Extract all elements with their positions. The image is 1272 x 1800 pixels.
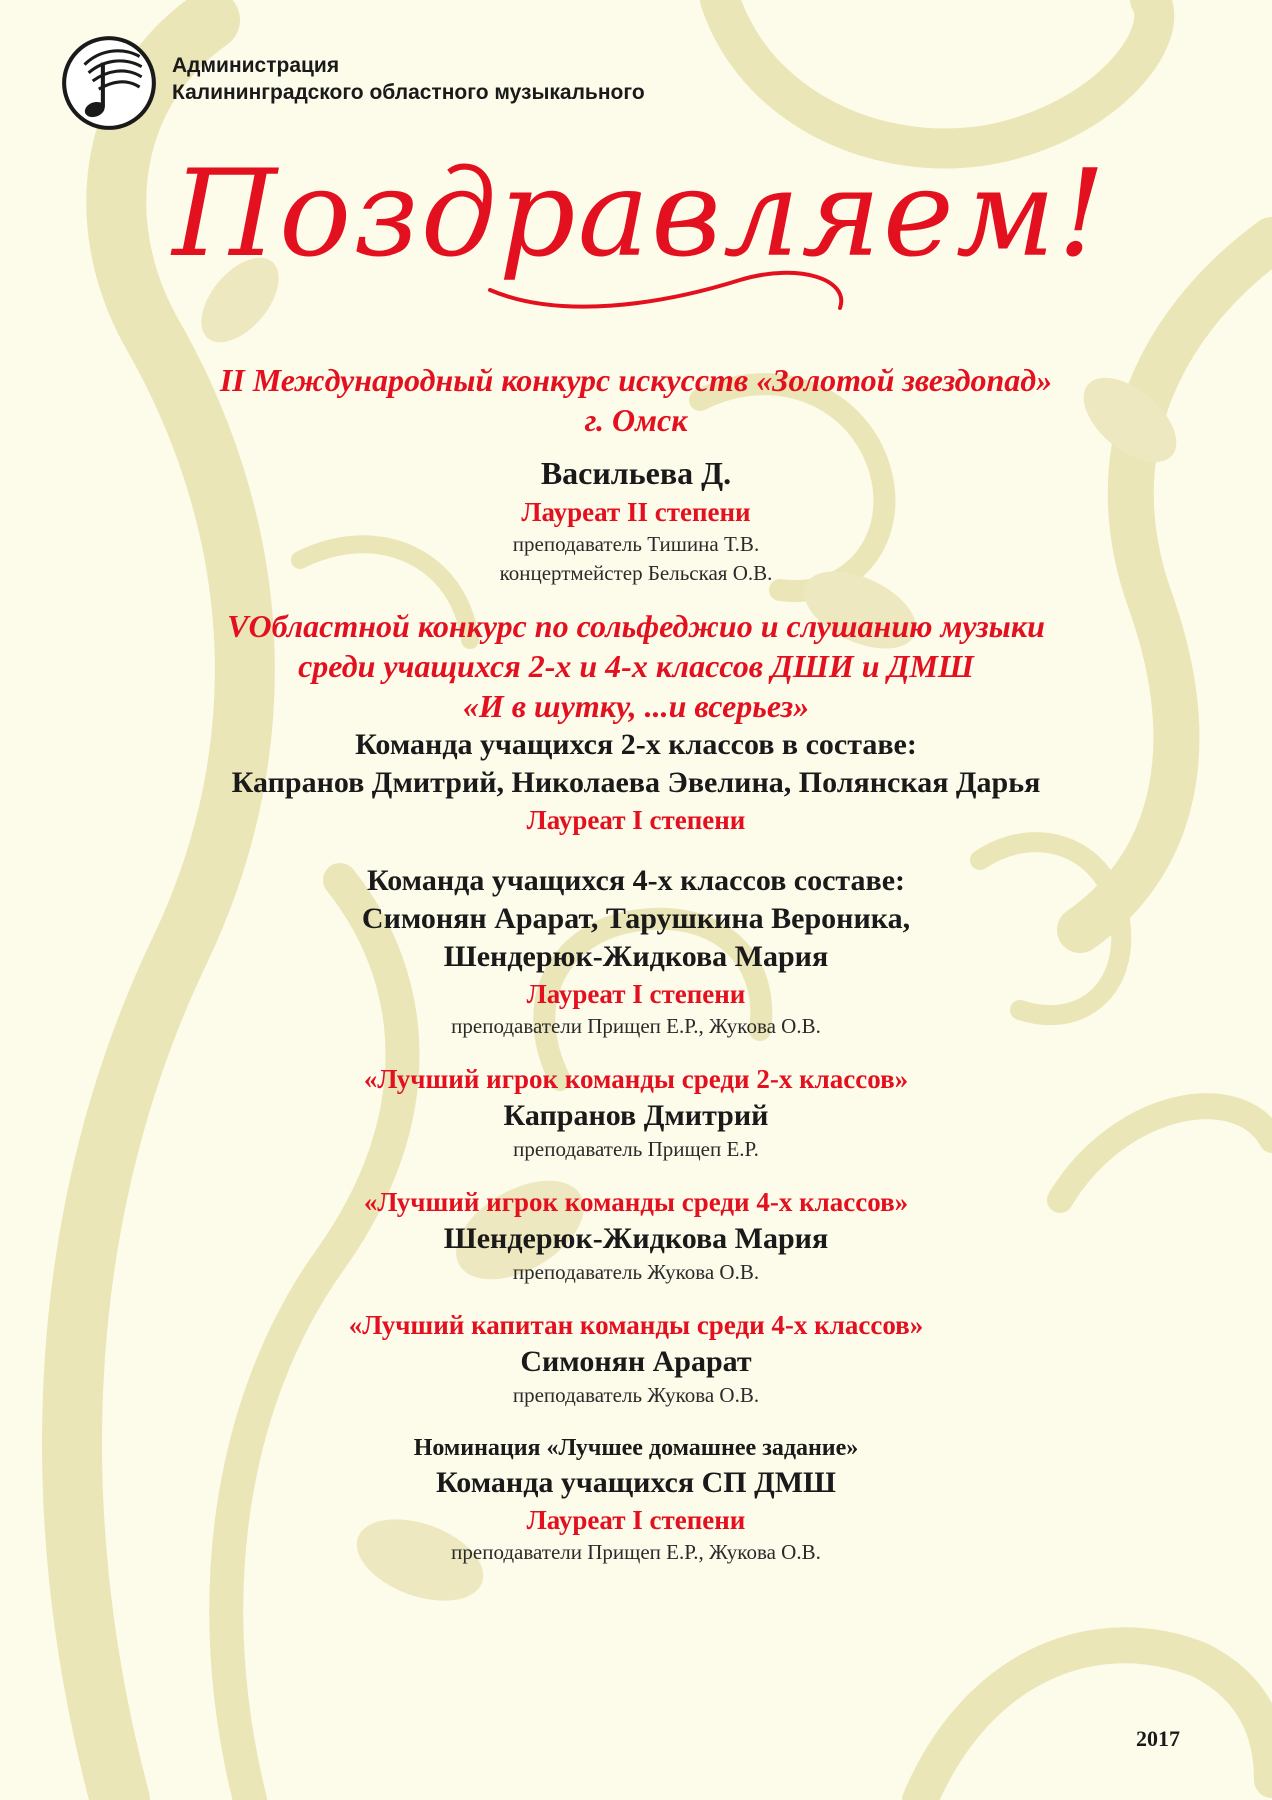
special-award-title: «Лучший игрок команды среди 2-х классов»	[363, 1064, 909, 1094]
main-content	[0, 360, 1272, 1567]
special-award	[0, 1061, 1272, 1164]
section2-title-line1: VОбластной конкурс по сольфеджио и слушанию музыки	[227, 608, 1045, 644]
year-label: 2017	[1136, 1726, 1180, 1751]
section1-name: Васильева Д.	[540, 455, 732, 491]
homework-teachers: преподаватели Прищеп Е.Р., Жукова О.В.	[451, 1540, 821, 1564]
section1-accompanist: концертмейстер Бельская О.В.	[499, 561, 773, 585]
homework-team: Команда учащихся СП ДМШ	[436, 1466, 836, 1499]
team4-teachers: преподаватели Прищеп Е.Р., Жукова О.В.	[451, 1014, 821, 1038]
special-award-teacher: преподаватель Жукова О.В.	[512, 1260, 760, 1284]
special-award-name: Шендерюк-Жидкова Мария	[443, 1222, 829, 1255]
special-award-title: «Лучший капитан команды среди 4-х классов»	[348, 1310, 924, 1340]
team2-header: Команда учащихся 2-х классов в составе:	[355, 728, 917, 761]
music-note-logo-icon	[58, 32, 160, 134]
special-award-name: Капранов Дмитрий	[503, 1099, 769, 1132]
team2-award: Лауреат I степени	[526, 805, 746, 835]
team4-award: Лауреат I степени	[526, 979, 746, 1009]
congratulations-headline	[172, 130, 1108, 360]
team4-members-line2: Шендерюк-Жидкова Мария	[443, 940, 829, 973]
homework-nomination: Номинация «Лучшее домашнее задание»	[413, 1435, 859, 1461]
special-award	[0, 1307, 1272, 1410]
section1-teacher: преподаватель Тишина Т.В.	[512, 532, 760, 556]
special-award-teacher: преподаватель Жукова О.В.	[512, 1383, 760, 1407]
section1-award: Лауреат II степени	[521, 497, 751, 527]
special-award	[0, 1184, 1272, 1287]
section2-title-line3: «И в шутку, ...и всерьез»	[462, 688, 810, 724]
section1-title-line2: г. Омск	[584, 402, 688, 438]
team4-header: Команда учащихся 4-х классов составе:	[366, 864, 906, 897]
special-award-teacher: преподаватель Прищеп Е.Р.	[513, 1137, 759, 1161]
headline-text: Поздравляем!	[172, 145, 1108, 284]
team2-members: Капранов Дмитрий, Николаева Эвелина, Полянская Дарья	[231, 766, 1041, 799]
section2-title-line2: среди учащихся 2-х и 4-х классов ДШИ и ДМШ	[298, 648, 974, 684]
section1-title-line1: II Международный конкурс искусств «Золотой звездопад»	[219, 362, 1053, 398]
header	[58, 32, 645, 134]
homework-award: Лауреат I степени	[526, 1505, 746, 1535]
team4-members-line1: Симонян Арарат, Тарушкина Вероника,	[361, 902, 911, 935]
org-line-2: Калининградского областного музыкального	[172, 81, 645, 104]
special-award-name: Симонян Арарат	[520, 1345, 752, 1378]
organization-name	[172, 52, 645, 106]
org-line-1: Администрация	[172, 54, 340, 77]
special-award-title: «Лучший игрок команды среди 4-х классов»	[363, 1187, 909, 1217]
